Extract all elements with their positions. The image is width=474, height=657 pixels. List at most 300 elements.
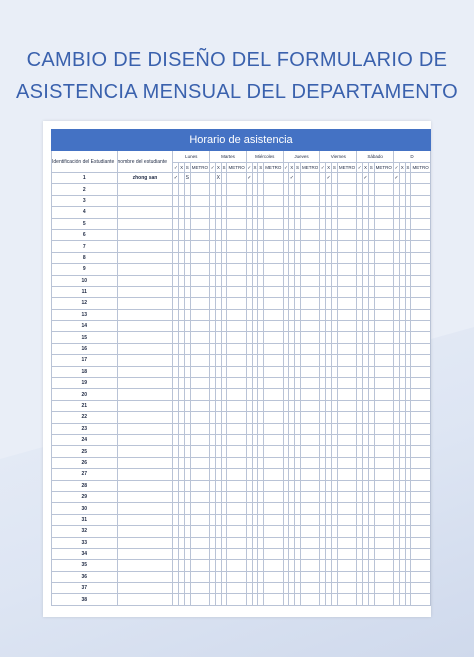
attendance-mark-cell[interactable]: [411, 400, 431, 411]
attendance-mark-cell[interactable]: [264, 583, 284, 594]
attendance-mark-cell[interactable]: [300, 298, 320, 309]
attendance-mark-cell[interactable]: [264, 548, 284, 559]
attendance-mark-cell[interactable]: [374, 264, 394, 275]
attendance-mark-cell[interactable]: [300, 184, 320, 195]
attendance-mark-cell[interactable]: [264, 469, 284, 480]
attendance-mark-cell[interactable]: [227, 514, 247, 525]
student-name-cell[interactable]: [117, 412, 173, 423]
attendance-mark-cell[interactable]: [264, 321, 284, 332]
attendance-mark-cell[interactable]: [227, 594, 247, 605]
attendance-mark-cell[interactable]: [264, 207, 284, 218]
attendance-mark-cell[interactable]: X: [215, 173, 221, 184]
attendance-mark-cell[interactable]: [190, 400, 210, 411]
attendance-mark-cell[interactable]: [227, 571, 247, 582]
student-name-cell[interactable]: [117, 378, 173, 389]
attendance-mark-cell[interactable]: [411, 457, 431, 468]
attendance-mark-cell[interactable]: [337, 434, 357, 445]
attendance-mark-cell[interactable]: [300, 207, 320, 218]
attendance-mark-cell[interactable]: [337, 389, 357, 400]
attendance-mark-cell[interactable]: [227, 491, 247, 502]
attendance-mark-cell[interactable]: [337, 241, 357, 252]
attendance-mark-cell[interactable]: [337, 423, 357, 434]
attendance-mark-cell[interactable]: [337, 252, 357, 263]
student-name-cell[interactable]: [117, 195, 173, 206]
attendance-mark-cell[interactable]: [190, 412, 210, 423]
attendance-mark-cell[interactable]: [300, 321, 320, 332]
attendance-mark-cell[interactable]: [227, 548, 247, 559]
attendance-mark-cell[interactable]: [264, 264, 284, 275]
attendance-mark-cell[interactable]: [264, 252, 284, 263]
attendance-mark-cell[interactable]: [411, 309, 431, 320]
attendance-mark-cell[interactable]: [374, 173, 394, 184]
attendance-mark-cell[interactable]: [227, 309, 247, 320]
attendance-mark-cell[interactable]: [264, 537, 284, 548]
attendance-mark-cell[interactable]: [411, 537, 431, 548]
attendance-mark-cell[interactable]: [374, 412, 394, 423]
attendance-mark-cell[interactable]: [411, 218, 431, 229]
attendance-mark-cell[interactable]: [264, 184, 284, 195]
attendance-mark-cell[interactable]: [337, 503, 357, 514]
attendance-mark-cell[interactable]: [227, 537, 247, 548]
attendance-mark-cell[interactable]: [411, 184, 431, 195]
attendance-mark-cell[interactable]: [374, 560, 394, 571]
student-name-cell[interactable]: [117, 480, 173, 491]
attendance-mark-cell[interactable]: [264, 571, 284, 582]
attendance-mark-cell[interactable]: [374, 537, 394, 548]
attendance-mark-cell[interactable]: [411, 434, 431, 445]
attendance-mark-cell[interactable]: [337, 229, 357, 240]
attendance-mark-cell[interactable]: [337, 366, 357, 377]
attendance-mark-cell[interactable]: [374, 218, 394, 229]
attendance-mark-cell[interactable]: [264, 503, 284, 514]
student-name-cell[interactable]: [117, 229, 173, 240]
attendance-mark-cell[interactable]: [300, 412, 320, 423]
attendance-mark-cell[interactable]: [264, 526, 284, 537]
attendance-mark-cell[interactable]: [227, 332, 247, 343]
attendance-mark-cell[interactable]: [411, 252, 431, 263]
attendance-mark-cell[interactable]: [411, 275, 431, 286]
attendance-mark-cell[interactable]: [227, 264, 247, 275]
attendance-mark-cell[interactable]: [374, 594, 394, 605]
attendance-mark-cell[interactable]: [337, 207, 357, 218]
attendance-mark-cell[interactable]: [227, 218, 247, 229]
attendance-mark-cell[interactable]: [374, 583, 394, 594]
attendance-mark-cell[interactable]: [264, 241, 284, 252]
attendance-mark-cell[interactable]: [374, 389, 394, 400]
attendance-mark-cell[interactable]: [374, 571, 394, 582]
attendance-mark-cell[interactable]: [264, 514, 284, 525]
student-name-cell[interactable]: [117, 423, 173, 434]
attendance-mark-cell[interactable]: [411, 594, 431, 605]
attendance-mark-cell[interactable]: [411, 355, 431, 366]
attendance-mark-cell[interactable]: [264, 366, 284, 377]
attendance-mark-cell[interactable]: [337, 412, 357, 423]
student-name-cell[interactable]: [117, 218, 173, 229]
attendance-mark-cell[interactable]: [190, 560, 210, 571]
attendance-mark-cell[interactable]: [264, 594, 284, 605]
attendance-mark-cell[interactable]: [374, 400, 394, 411]
attendance-mark-cell[interactable]: [337, 343, 357, 354]
attendance-mark-cell[interactable]: [337, 184, 357, 195]
student-name-cell[interactable]: [117, 366, 173, 377]
student-name-cell[interactable]: [117, 514, 173, 525]
student-name-cell[interactable]: [117, 275, 173, 286]
attendance-mark-cell[interactable]: [264, 412, 284, 423]
attendance-mark-cell[interactable]: [227, 207, 247, 218]
attendance-mark-cell[interactable]: [337, 514, 357, 525]
student-name-cell[interactable]: [117, 264, 173, 275]
attendance-mark-cell[interactable]: [300, 195, 320, 206]
attendance-mark-cell[interactable]: [300, 173, 320, 184]
attendance-mark-cell[interactable]: [190, 264, 210, 275]
attendance-mark-cell[interactable]: [264, 309, 284, 320]
student-name-cell[interactable]: [117, 184, 173, 195]
attendance-mark-cell[interactable]: [264, 343, 284, 354]
attendance-mark-cell[interactable]: [374, 469, 394, 480]
attendance-mark-cell[interactable]: [300, 571, 320, 582]
attendance-mark-cell[interactable]: [190, 241, 210, 252]
attendance-mark-cell[interactable]: [300, 526, 320, 537]
attendance-mark-cell[interactable]: [411, 446, 431, 457]
attendance-mark-cell[interactable]: [264, 491, 284, 502]
attendance-mark-cell[interactable]: [374, 423, 394, 434]
attendance-mark-cell[interactable]: [300, 457, 320, 468]
attendance-mark-cell[interactable]: ✓: [173, 173, 179, 184]
attendance-mark-cell[interactable]: [411, 548, 431, 559]
attendance-mark-cell[interactable]: [337, 355, 357, 366]
attendance-mark-cell[interactable]: [300, 389, 320, 400]
attendance-mark-cell[interactable]: [190, 548, 210, 559]
attendance-mark-cell[interactable]: [227, 229, 247, 240]
attendance-mark-cell[interactable]: [227, 286, 247, 297]
attendance-mark-cell[interactable]: ✓: [394, 173, 400, 184]
attendance-mark-cell[interactable]: [374, 184, 394, 195]
attendance-mark-cell[interactable]: [190, 298, 210, 309]
attendance-mark-cell[interactable]: ✓: [326, 173, 332, 184]
attendance-mark-cell[interactable]: [190, 218, 210, 229]
attendance-mark-cell[interactable]: [337, 173, 357, 184]
student-name-cell[interactable]: [117, 537, 173, 548]
attendance-mark-cell[interactable]: [190, 503, 210, 514]
attendance-mark-cell[interactable]: [190, 252, 210, 263]
attendance-mark-cell[interactable]: [190, 229, 210, 240]
student-name-cell[interactable]: [117, 503, 173, 514]
attendance-mark-cell[interactable]: [227, 275, 247, 286]
attendance-mark-cell[interactable]: [190, 207, 210, 218]
attendance-mark-cell[interactable]: [411, 298, 431, 309]
attendance-mark-cell[interactable]: [337, 469, 357, 480]
attendance-mark-cell[interactable]: [411, 389, 431, 400]
attendance-mark-cell[interactable]: [411, 332, 431, 343]
attendance-mark-cell[interactable]: [264, 434, 284, 445]
attendance-mark-cell[interactable]: [300, 332, 320, 343]
attendance-mark-cell[interactable]: [374, 298, 394, 309]
attendance-mark-cell[interactable]: [374, 343, 394, 354]
attendance-mark-cell[interactable]: [300, 594, 320, 605]
attendance-mark-cell[interactable]: [374, 491, 394, 502]
attendance-mark-cell[interactable]: [227, 412, 247, 423]
attendance-mark-cell[interactable]: [227, 241, 247, 252]
attendance-mark-cell[interactable]: [337, 571, 357, 582]
student-name-cell[interactable]: [117, 594, 173, 605]
attendance-mark-cell[interactable]: [227, 378, 247, 389]
student-name-cell[interactable]: [117, 286, 173, 297]
attendance-mark-cell[interactable]: [300, 503, 320, 514]
attendance-mark-cell[interactable]: [300, 378, 320, 389]
attendance-mark-cell[interactable]: [411, 480, 431, 491]
attendance-mark-cell[interactable]: [337, 560, 357, 571]
attendance-mark-cell[interactable]: [337, 332, 357, 343]
attendance-mark-cell[interactable]: [227, 195, 247, 206]
attendance-mark-cell[interactable]: [227, 446, 247, 457]
attendance-mark-cell[interactable]: [300, 446, 320, 457]
attendance-mark-cell[interactable]: [190, 321, 210, 332]
attendance-mark-cell[interactable]: [227, 298, 247, 309]
attendance-mark-cell[interactable]: [411, 423, 431, 434]
attendance-mark-cell[interactable]: [300, 366, 320, 377]
student-name-cell[interactable]: [117, 355, 173, 366]
attendance-mark-cell[interactable]: [411, 503, 431, 514]
attendance-mark-cell[interactable]: [264, 423, 284, 434]
attendance-mark-cell[interactable]: [411, 378, 431, 389]
attendance-mark-cell[interactable]: [190, 184, 210, 195]
attendance-mark-cell[interactable]: [227, 173, 247, 184]
attendance-mark-cell[interactable]: [337, 275, 357, 286]
attendance-mark-cell[interactable]: [300, 423, 320, 434]
attendance-mark-cell[interactable]: [264, 400, 284, 411]
attendance-mark-cell[interactable]: [411, 412, 431, 423]
attendance-mark-cell[interactable]: [264, 560, 284, 571]
attendance-mark-cell[interactable]: [190, 583, 210, 594]
student-name-cell[interactable]: [117, 469, 173, 480]
attendance-mark-cell[interactable]: [264, 298, 284, 309]
attendance-mark-cell[interactable]: [300, 286, 320, 297]
attendance-mark-cell[interactable]: [264, 457, 284, 468]
attendance-mark-cell[interactable]: [264, 480, 284, 491]
student-name-cell[interactable]: [117, 526, 173, 537]
attendance-mark-cell[interactable]: [190, 378, 210, 389]
attendance-mark-cell[interactable]: [374, 332, 394, 343]
attendance-mark-cell[interactable]: [227, 423, 247, 434]
attendance-mark-cell[interactable]: [337, 298, 357, 309]
attendance-mark-cell[interactable]: [190, 355, 210, 366]
attendance-mark-cell[interactable]: [190, 389, 210, 400]
attendance-mark-cell[interactable]: [374, 446, 394, 457]
student-name-cell[interactable]: [117, 343, 173, 354]
attendance-mark-cell[interactable]: [300, 264, 320, 275]
attendance-mark-cell[interactable]: [227, 184, 247, 195]
student-name-cell[interactable]: [117, 457, 173, 468]
attendance-mark-cell[interactable]: [411, 491, 431, 502]
attendance-mark-cell[interactable]: [264, 218, 284, 229]
attendance-mark-cell[interactable]: [227, 526, 247, 537]
attendance-mark-cell[interactable]: [300, 537, 320, 548]
attendance-mark-cell[interactable]: S: [184, 173, 190, 184]
attendance-mark-cell[interactable]: [337, 457, 357, 468]
attendance-mark-cell[interactable]: [227, 480, 247, 491]
attendance-mark-cell[interactable]: [190, 457, 210, 468]
attendance-mark-cell[interactable]: [227, 321, 247, 332]
attendance-mark-cell[interactable]: [300, 309, 320, 320]
attendance-mark-cell[interactable]: [190, 366, 210, 377]
attendance-mark-cell[interactable]: [190, 434, 210, 445]
attendance-mark-cell[interactable]: [300, 343, 320, 354]
attendance-mark-cell[interactable]: [374, 366, 394, 377]
attendance-mark-cell[interactable]: [190, 491, 210, 502]
attendance-mark-cell[interactable]: [411, 571, 431, 582]
attendance-mark-cell[interactable]: [190, 343, 210, 354]
attendance-mark-cell[interactable]: [264, 332, 284, 343]
student-name-cell[interactable]: [117, 309, 173, 320]
attendance-mark-cell[interactable]: ✓: [363, 173, 369, 184]
student-name-cell[interactable]: [117, 252, 173, 263]
attendance-mark-cell[interactable]: [337, 400, 357, 411]
attendance-mark-cell[interactable]: [411, 343, 431, 354]
attendance-mark-cell[interactable]: [190, 195, 210, 206]
attendance-mark-cell[interactable]: [190, 173, 210, 184]
student-name-cell[interactable]: [117, 548, 173, 559]
attendance-mark-cell[interactable]: [300, 583, 320, 594]
attendance-mark-cell[interactable]: [264, 378, 284, 389]
attendance-mark-cell[interactable]: [227, 400, 247, 411]
attendance-mark-cell[interactable]: [227, 389, 247, 400]
student-name-cell[interactable]: [117, 207, 173, 218]
attendance-mark-cell[interactable]: [227, 583, 247, 594]
attendance-mark-cell[interactable]: [411, 173, 431, 184]
attendance-mark-cell[interactable]: [300, 355, 320, 366]
attendance-mark-cell[interactable]: [264, 286, 284, 297]
attendance-mark-cell[interactable]: [411, 583, 431, 594]
attendance-mark-cell[interactable]: [300, 229, 320, 240]
attendance-mark-cell[interactable]: [190, 526, 210, 537]
attendance-mark-cell[interactable]: [374, 503, 394, 514]
attendance-mark-cell[interactable]: [374, 252, 394, 263]
attendance-mark-cell[interactable]: [374, 457, 394, 468]
attendance-mark-cell[interactable]: [190, 537, 210, 548]
attendance-mark-cell[interactable]: [337, 594, 357, 605]
attendance-mark-cell[interactable]: [227, 457, 247, 468]
attendance-mark-cell[interactable]: [264, 275, 284, 286]
attendance-mark-cell[interactable]: [411, 229, 431, 240]
attendance-mark-cell[interactable]: [227, 434, 247, 445]
attendance-mark-cell[interactable]: [374, 548, 394, 559]
attendance-mark-cell[interactable]: [264, 195, 284, 206]
attendance-mark-cell[interactable]: [300, 491, 320, 502]
attendance-mark-cell[interactable]: [190, 286, 210, 297]
attendance-mark-cell[interactable]: [300, 241, 320, 252]
student-name-cell[interactable]: [117, 321, 173, 332]
attendance-mark-cell[interactable]: [190, 469, 210, 480]
attendance-mark-cell[interactable]: [227, 355, 247, 366]
attendance-mark-cell[interactable]: [300, 548, 320, 559]
student-name-cell[interactable]: [117, 434, 173, 445]
attendance-mark-cell[interactable]: [227, 560, 247, 571]
attendance-mark-cell[interactable]: [374, 355, 394, 366]
attendance-mark-cell[interactable]: [337, 309, 357, 320]
attendance-mark-cell[interactable]: ✓: [289, 173, 295, 184]
attendance-mark-cell[interactable]: [190, 594, 210, 605]
student-name-cell[interactable]: [117, 400, 173, 411]
student-name-cell[interactable]: [117, 332, 173, 343]
attendance-mark-cell[interactable]: [337, 583, 357, 594]
attendance-mark-cell[interactable]: [227, 503, 247, 514]
attendance-mark-cell[interactable]: [374, 195, 394, 206]
attendance-mark-cell[interactable]: [190, 514, 210, 525]
attendance-mark-cell[interactable]: [300, 252, 320, 263]
attendance-mark-cell[interactable]: [374, 480, 394, 491]
attendance-mark-cell[interactable]: [374, 241, 394, 252]
attendance-mark-cell[interactable]: [190, 571, 210, 582]
attendance-mark-cell[interactable]: [411, 241, 431, 252]
attendance-mark-cell[interactable]: [264, 173, 284, 184]
attendance-mark-cell[interactable]: [411, 286, 431, 297]
attendance-mark-cell[interactable]: [227, 343, 247, 354]
attendance-mark-cell[interactable]: [300, 560, 320, 571]
attendance-mark-cell[interactable]: [337, 537, 357, 548]
attendance-mark-cell[interactable]: [374, 378, 394, 389]
attendance-mark-cell[interactable]: [337, 446, 357, 457]
attendance-mark-cell[interactable]: [411, 560, 431, 571]
attendance-mark-cell[interactable]: [227, 252, 247, 263]
attendance-mark-cell[interactable]: [411, 469, 431, 480]
attendance-mark-cell[interactable]: [337, 286, 357, 297]
attendance-mark-cell[interactable]: [337, 491, 357, 502]
student-name-cell[interactable]: [117, 491, 173, 502]
attendance-mark-cell[interactable]: [374, 309, 394, 320]
attendance-mark-cell[interactable]: [227, 366, 247, 377]
student-name-cell[interactable]: [117, 241, 173, 252]
attendance-mark-cell[interactable]: ✓: [246, 173, 252, 184]
attendance-mark-cell[interactable]: [411, 366, 431, 377]
attendance-mark-cell[interactable]: [374, 275, 394, 286]
attendance-mark-cell[interactable]: [337, 321, 357, 332]
attendance-mark-cell[interactable]: [374, 229, 394, 240]
attendance-mark-cell[interactable]: [374, 286, 394, 297]
attendance-mark-cell[interactable]: [190, 332, 210, 343]
attendance-mark-cell[interactable]: [190, 275, 210, 286]
attendance-mark-cell[interactable]: [300, 514, 320, 525]
attendance-mark-cell[interactable]: [300, 434, 320, 445]
attendance-mark-cell[interactable]: [337, 264, 357, 275]
attendance-mark-cell[interactable]: [264, 229, 284, 240]
attendance-mark-cell[interactable]: [374, 514, 394, 525]
attendance-mark-cell[interactable]: [411, 264, 431, 275]
attendance-mark-cell[interactable]: [374, 321, 394, 332]
attendance-mark-cell[interactable]: [411, 321, 431, 332]
attendance-mark-cell[interactable]: [227, 469, 247, 480]
student-name-cell[interactable]: [117, 583, 173, 594]
attendance-mark-cell[interactable]: [374, 207, 394, 218]
attendance-mark-cell[interactable]: [300, 469, 320, 480]
attendance-mark-cell[interactable]: [337, 378, 357, 389]
student-name-cell[interactable]: [117, 571, 173, 582]
student-name-cell[interactable]: [117, 298, 173, 309]
attendance-mark-cell[interactable]: [411, 207, 431, 218]
attendance-mark-cell[interactable]: [337, 526, 357, 537]
attendance-mark-cell[interactable]: [190, 480, 210, 491]
attendance-mark-cell[interactable]: [264, 446, 284, 457]
attendance-mark-cell[interactable]: [411, 514, 431, 525]
attendance-mark-cell[interactable]: [190, 446, 210, 457]
student-name-cell[interactable]: [117, 389, 173, 400]
attendance-mark-cell[interactable]: [300, 218, 320, 229]
attendance-mark-cell[interactable]: [300, 480, 320, 491]
attendance-mark-cell[interactable]: [300, 275, 320, 286]
attendance-mark-cell[interactable]: [190, 309, 210, 320]
attendance-mark-cell[interactable]: [337, 218, 357, 229]
attendance-mark-cell[interactable]: [374, 434, 394, 445]
attendance-mark-cell[interactable]: [300, 400, 320, 411]
